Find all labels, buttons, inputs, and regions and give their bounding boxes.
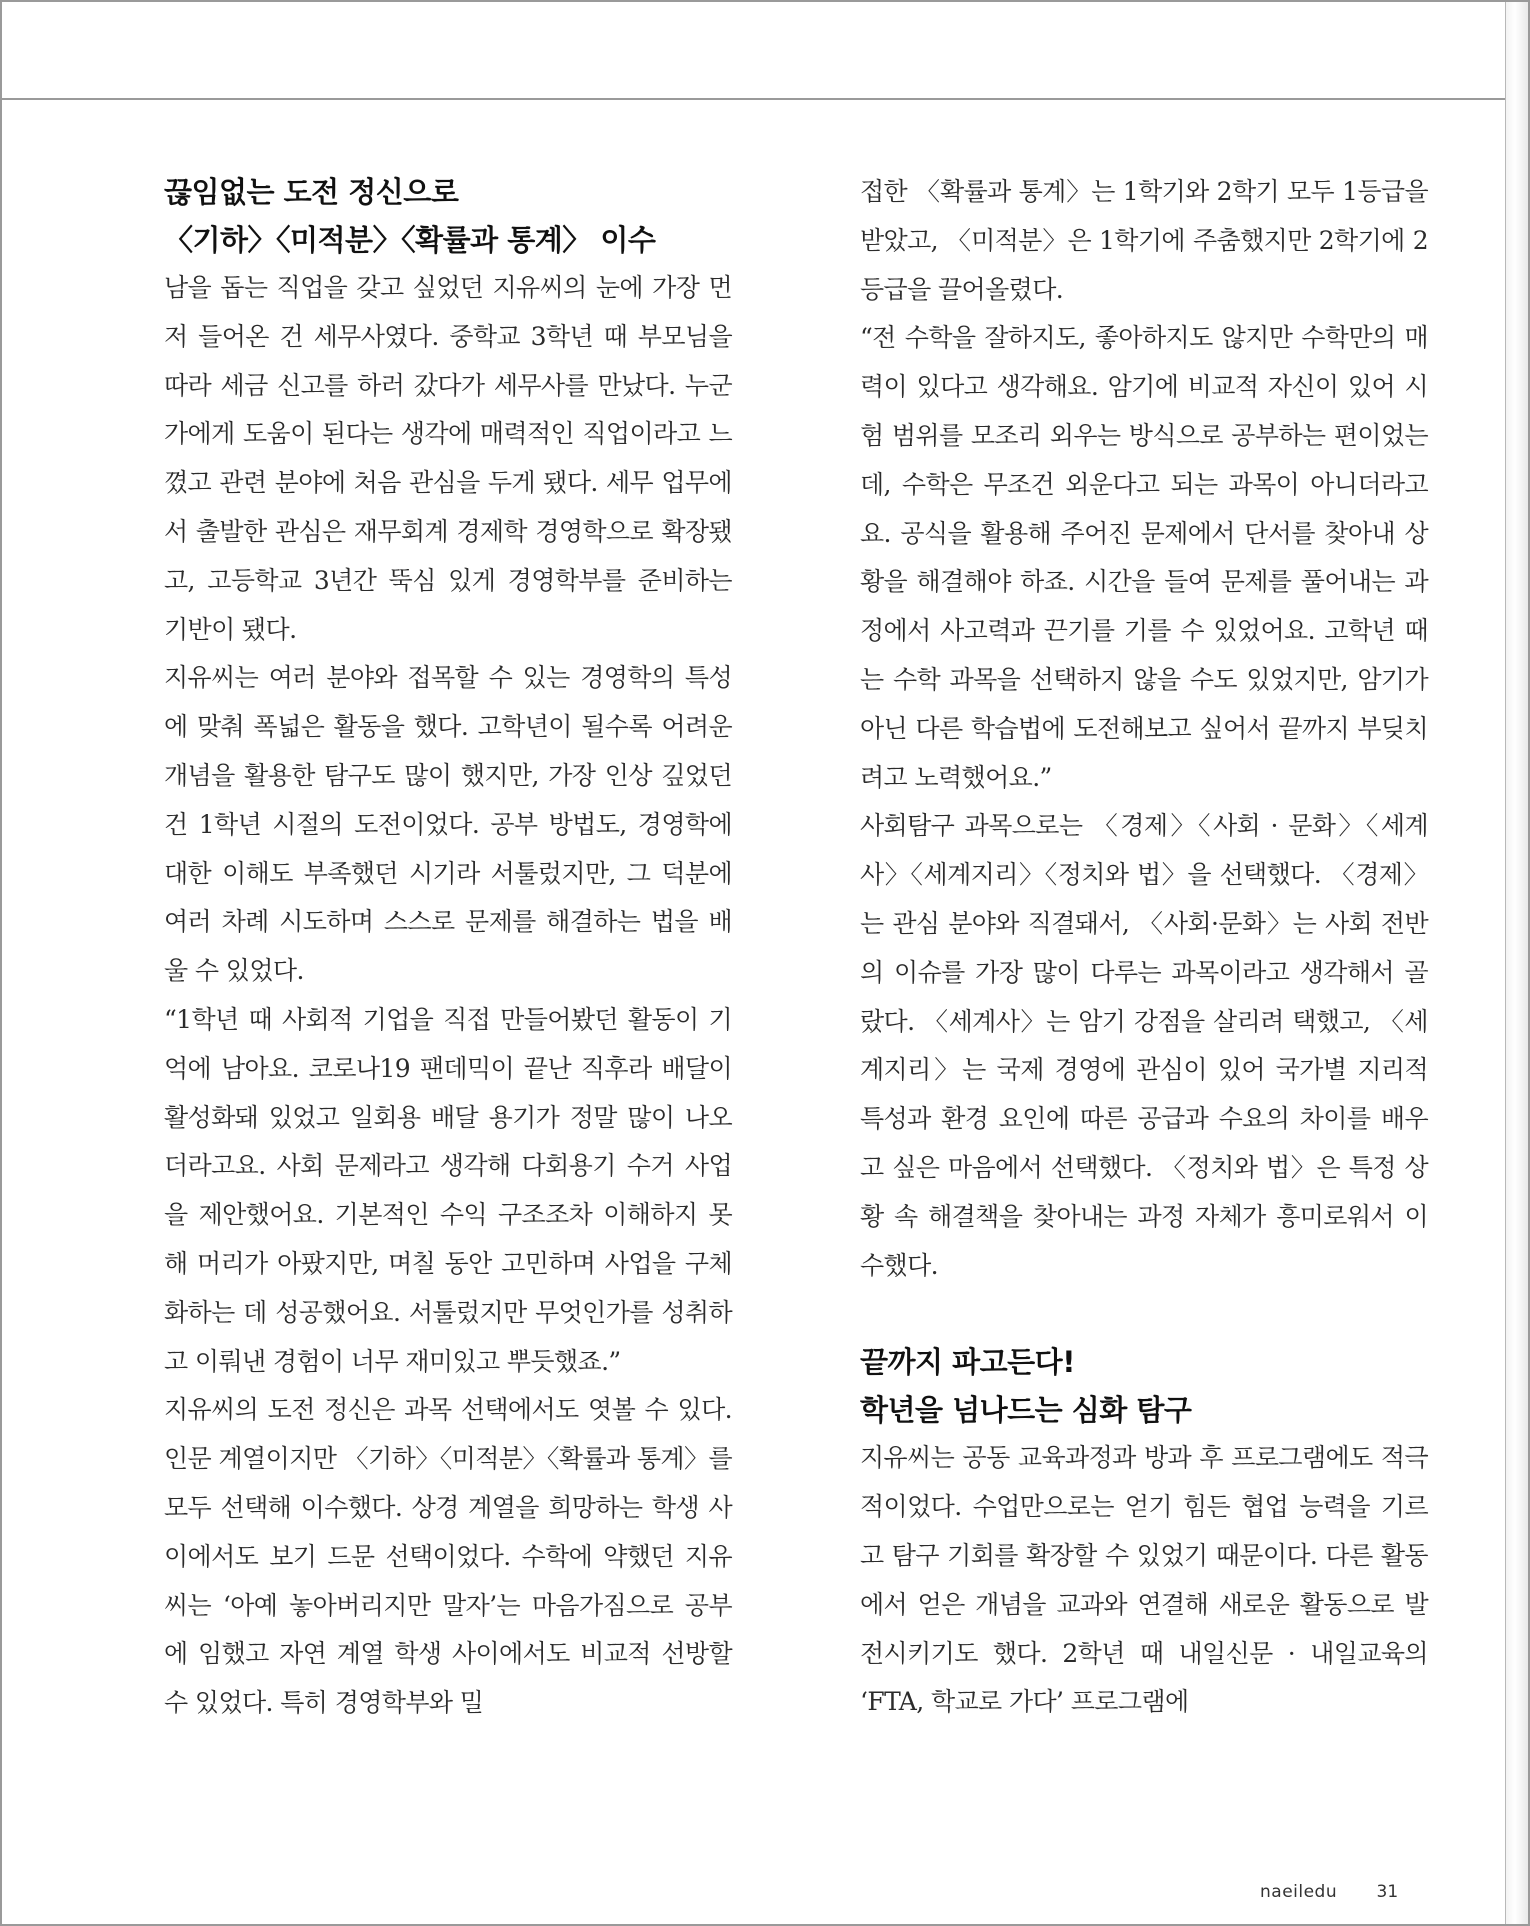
page-footer (1260, 1882, 1398, 1902)
section-heading-inquiry (860, 1338, 1428, 1434)
section-heading-challenge (164, 168, 732, 264)
heading-line: 학년을 넘나드는 심화 탐구 (860, 1393, 1192, 1428)
left-column (164, 168, 732, 1728)
body-paragraph: 남을 돕는 직업을 갖고 싶었던 지유씨의 눈에 가장 먼저 들어온 건 세무사였다. 중학교 3학년 때 부모님을 따라 세금 신고를 하러 갔다가 세무사를 만났다. 누군가에게 도움이 된다는 생각에 매력적인 직업이라고 느꼈고 관련 분야에 처음 관심을 두게 됐다. 세무 업무에서 출발한 관심은 재무회계 경제학 경영학으로 확장됐고, 고등학교 3년간 뚝심 있게 경영학부를 준비하는 기반이 됐다. (164, 273, 732, 644)
heading-line: 끊임없는 도전 정신으로 (164, 175, 459, 209)
heading-line: 끝까지 파고든다! (860, 1345, 1075, 1380)
body-paragraph: 지유씨의 도전 정신은 과목 선택에서도 엿볼 수 있다. 인문 계열이지만 〈기하〉〈미적분〉〈확률과 통계〉를 모두 선택해 이수했다. 상경 계열을 희망하는 학생 사이에서도 보기 드문 선택이었다. 수학에 약했던 지유씨는 ‘아예 놓아버리지만 말자’는 마음가짐으로 공부에 임했고 자연 계열 학생 사이에서도 비교적 선방할 수 있었다. 특히 경영학부와 밀 (164, 1395, 732, 1718)
page-top-border (2, 2, 1512, 100)
page-number: 31 (1376, 1882, 1399, 1902)
quote-paragraph: “1학년 때 사회적 기업을 직접 만들어봤던 활동이 기억에 남아요. 코로나19 팬데믹이 끝난 직후라 배달이 활성화돼 있었고 일회용 배달 용기가 정말 많이 나오더라고요. 사회 문제라고 생각해 다회용기 수거 사업을 제안했어요. 기본적인 수익 구조조차 이해하지 못해 머리가 아팠지만, 며칠 동안 고민하며 사업을 구체화하는 데 성공했어요. 서툴렀지만 무엇인가를 성취하고 이뤄낸 경험이 너무 재미있고 뿌듯했죠.” (164, 1004, 732, 1376)
publication-name: naeiledu (1260, 1882, 1338, 1902)
right-column (860, 168, 1428, 1727)
page-fold-edge (1505, 2, 1528, 1926)
body-paragraph: 지유씨는 여러 분야와 접목할 수 있는 경영학의 특성에 맞춰 폭넓은 활동을 했다. 고학년이 될수록 어려운 개념을 활용한 탐구도 많이 했지만, 가장 인상 깊었던 건 1학년 시절의 도전이었다. 공부 방법도, 경영학에 대한 이해도 부족했던 시기라 서툴렀지만, 그 덕분에 여러 차례 시도하며 스스로 문제를 해결하는 법을 배울 수 있었다. (164, 663, 732, 986)
heading-line: 〈기하〉〈미적분〉〈확률과 통계〉 이수 (164, 223, 656, 257)
body-paragraph: 사회탐구 과목으로는 〈경제〉〈사회 · 문화〉〈세계사〉〈세계지리〉〈정치와 법〉을 선택했다. 〈경제〉는 관심 분야와 직결돼서, 〈사회·문화〉는 사회 전반의 이슈를 가장 많이 다루는 과목이라고 생각해서 골랐다. 〈세계사〉는 암기 강점을 살리려 택했고, 〈세계지리〉는 국제 경영에 관심이 있어 국가별 지리적 특성과 환경 요인에 따른 공급과 수요의 차이를 배우고 싶은 마음에서 선택했다. 〈정치와 법〉은 특정 상황 속 해결책을 찾아내는 과정 자체가 흥미로워서 이수했다. (860, 811, 1428, 1280)
body-paragraph: 지유씨는 공동 교육과정과 방과 후 프로그램에도 적극적이었다. 수업만으로는 얻기 힘든 협업 능력을 기르고 탐구 기회를 확장할 수 있었기 때문이다. 다른 활동에서 얻은 개념을 교과와 연결해 새로운 활동으로 발전시키기도 했다. 2학년 때 내일신문 · 내일교육의 ‘FTA, 학교로 가다’ 프로그램에 (860, 1443, 1428, 1717)
body-paragraph: 접한 〈확률과 통계〉는 1학기와 2학기 모두 1등급을 받았고, 〈미적분〉은 1학기에 주춤했지만 2학기에 2등급을 끌어올렸다. (860, 177, 1428, 304)
quote-paragraph: “전 수학을 잘하지도, 좋아하지도 않지만 수학만의 매력이 있다고 생각해요. 암기에 비교적 자신이 있어 시험 범위를 모조리 외우는 방식으로 공부하는 편이었는데, 수학은 무조건 외운다고 되는 과목이 아니더라고요. 공식을 활용해 주어진 문제에서 단서를 찾아내 상황을 해결해야 하죠. 시간을 들여 문제를 풀어내는 과정에서 사고력과 끈기를 기를 수 있었어요. 고학년 때는 수학 과목을 선택하지 않을 수도 있었지만, 암기가 아닌 다른 학습법에 도전해보고 싶어서 끝까지 부딪치려고 노력했어요.” (860, 323, 1428, 792)
section-spacer (860, 1290, 1428, 1338)
